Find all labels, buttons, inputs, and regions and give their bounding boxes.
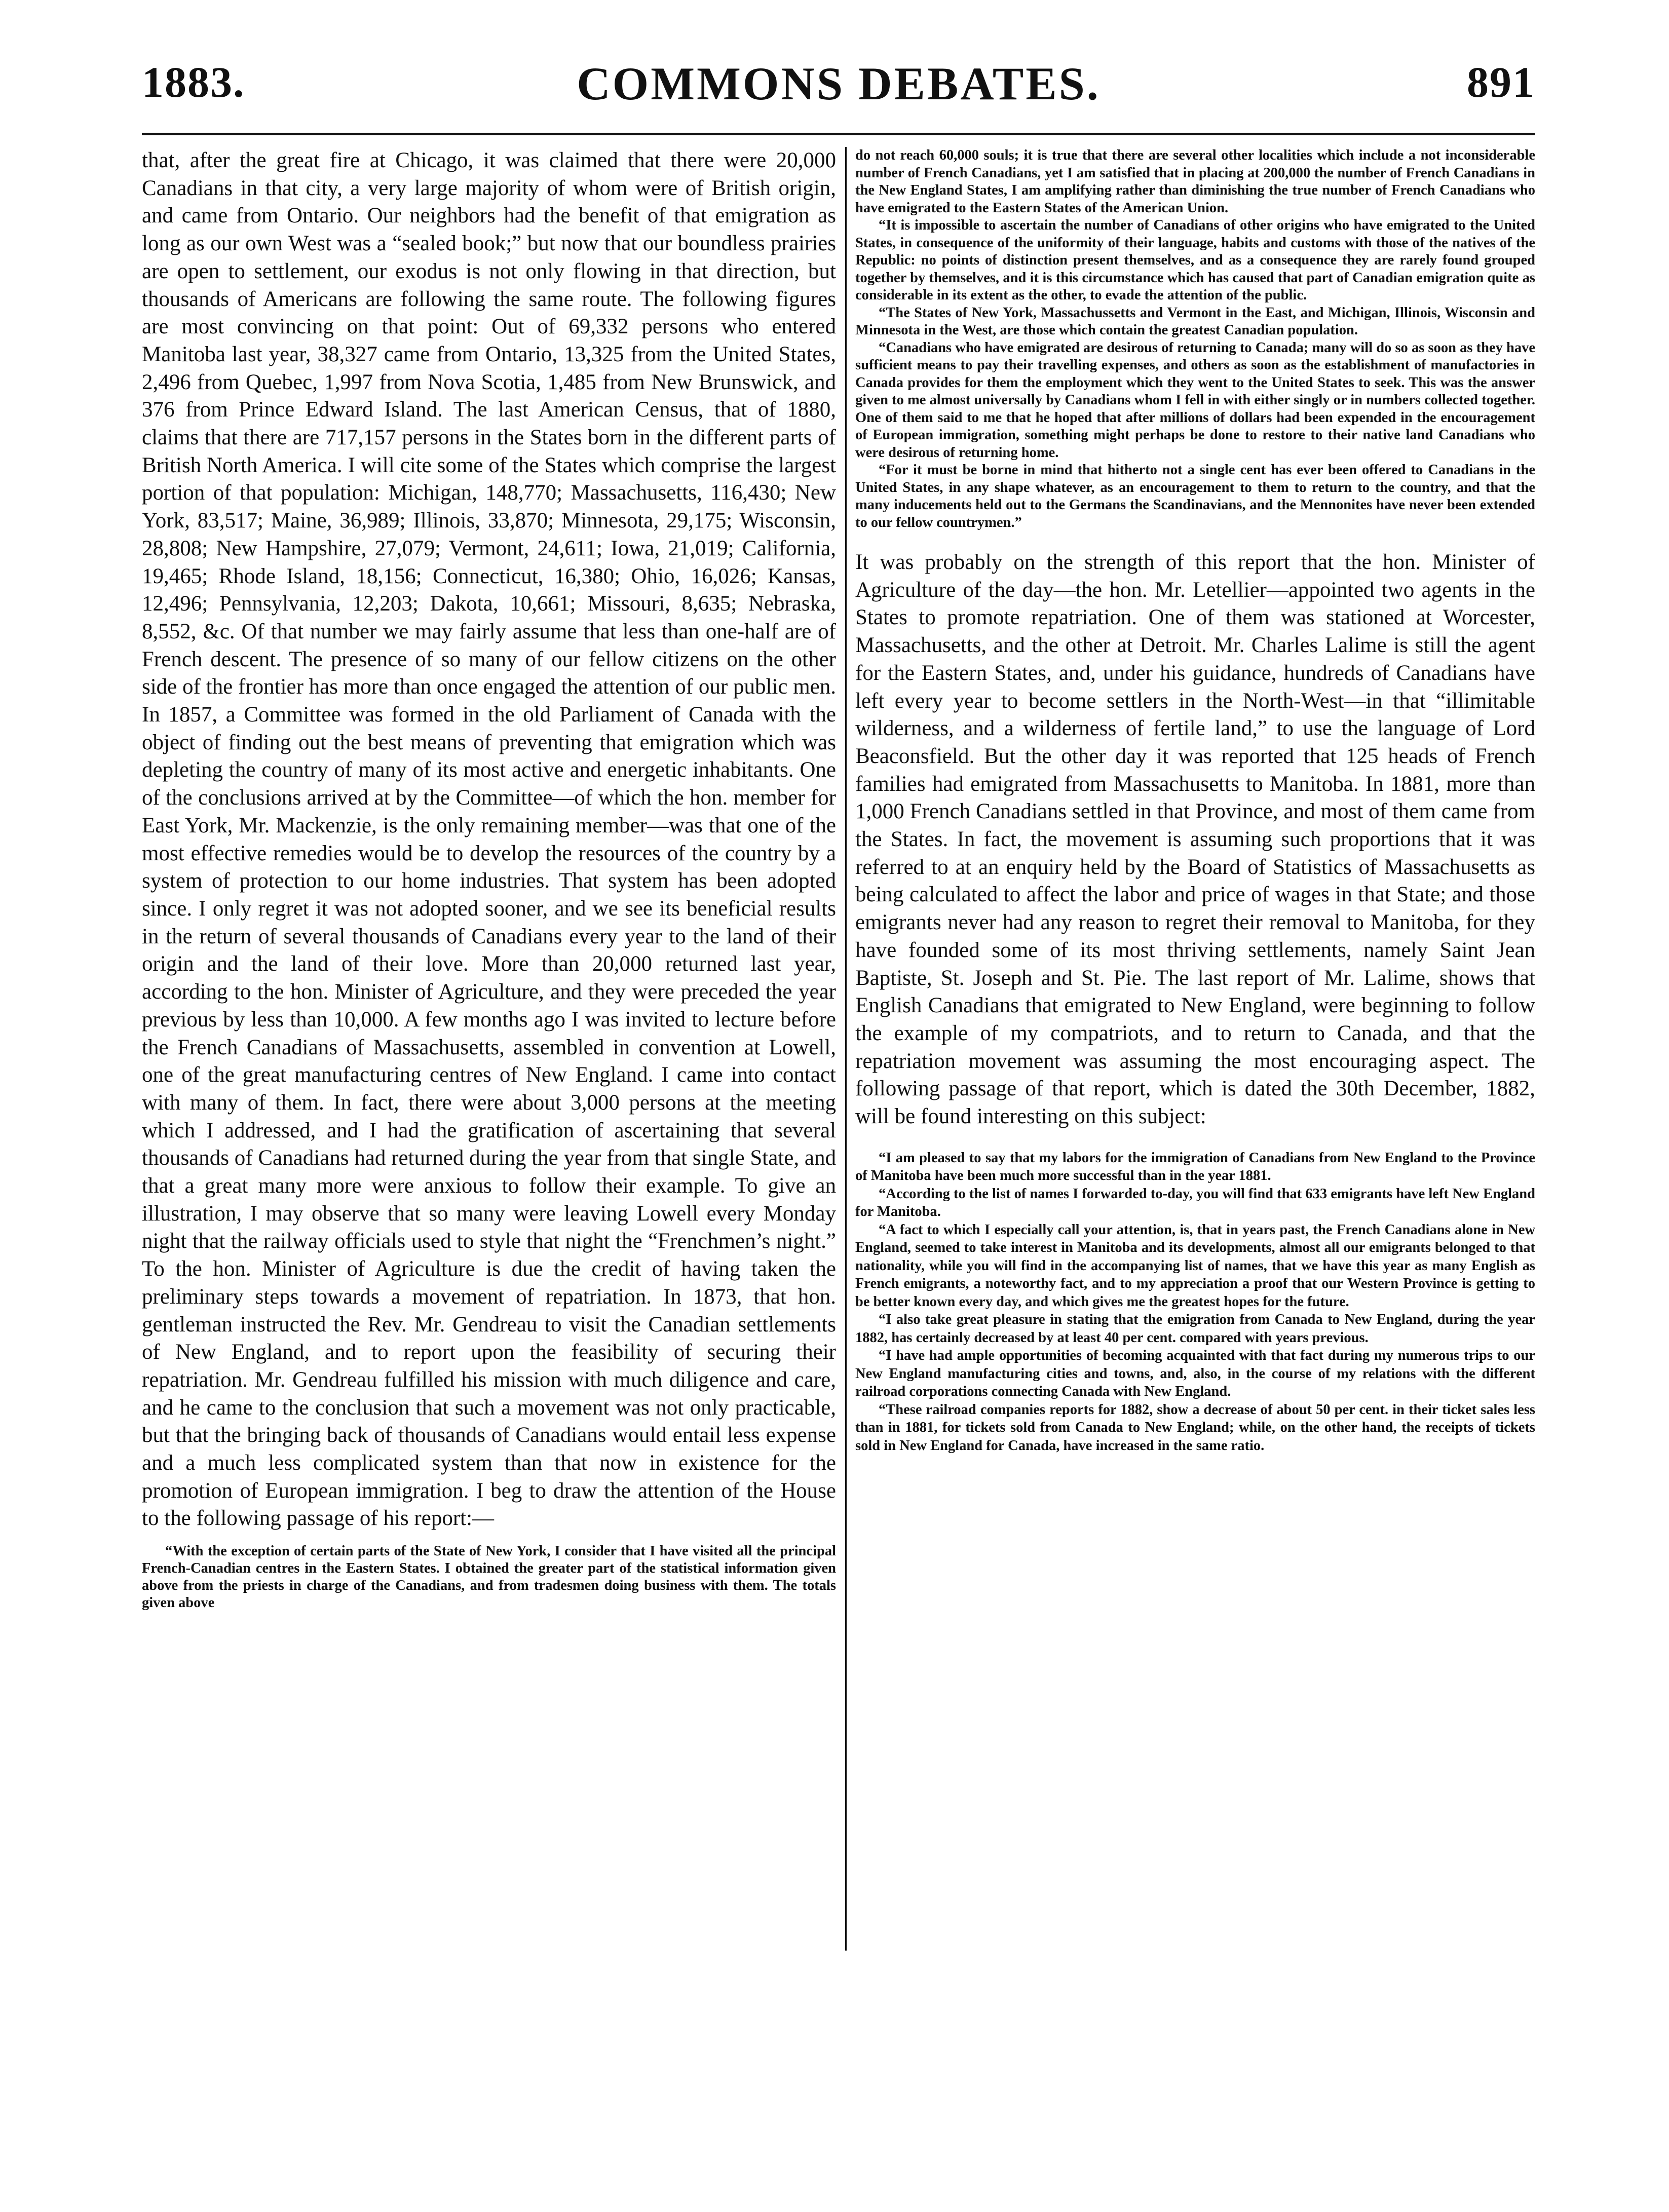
quote-paragraph: “I am pleased to say that my labors for the immigration of Canadians from New England to the Province of Manitoba have been much more successful than in the year 1881. <box>855 1150 1535 1184</box>
speech-paragraph: that, after the great fire at Chicago, it was claimed that there were 20,000 Canadians in that city, a very large majority of whom were of British origin, and came from Ontario. Our neighbors had the benefit of that emigration as long as our own West was a “sealed book;” but now that our boundless prairies are open to settlement, our exodus is not only flowing in that direction, but thousands of Americans are following the same route. The following figures are most convincing on that point: Out of 69,332 persons who entered Manitoba last year, 38,327 came from Ontario, 13,325 from the United States, 2,496 from Quebec, 1,997 from Nova Scotia, 1,485 from New Brunswick, and 376 from Prince Edward Island. The last American Census, that of 1880, claims that there are 717,157 persons in the States born in the different parts of British North America. I will cite some of the States which comprise the largest portion of that population: Michigan, 148,770; Massachusetts, 116,430; New York, 83,517; Maine, 36,989; Illinois, 33,870; Minnesota, 29,175; Wisconsin, 28,808; New Hampshire, 27,079; Vermont, 24,611; Iowa, 21,019; California, 19,465; Rhode Island, 18,156; Connecticut, 16,380; Ohio, 16,026; Kansas, 12,496; Pennsylvania, 12,203; Dakota, 10,661; Missouri, 8,635; Nebraska, 8,552, &c. Of that number we may fairly assume that less than one-half are of French descent. The presence of so many of our fellow citizens on the other side of the frontier has more than once engaged the attention of our public men. In 1857, a Committee was formed in the old Parliament of Canada with the object of finding out the best means of preventing that emigration which was depleting the country of many of its most active and energetic inhabitants. One of the conclusions arrived at by the Committee—of which the hon. member for East York, Mr. Mackenzie, is the only remaining member—was that one of the most effective remedies would be to develop the resources of the country by a system of protection to our home industries. That system has been adopted since. I only regret it was not adopted sooner, and we see its beneficial results in the return of several thousands of Canadians every year to the land of their origin and the land of their love. More than 20,000 returned last year, according to the hon. Minister of Agriculture, and they were preceded the year previous by less than 10,000. A few months ago I was invited to lecture before the French Canadians of Massachusetts, assembled in convention at Lowell, one of the great manufacturing centres of New England. I came into contact with many of them. In fact, there were about 3,000 persons at the meeting which I addressed, and I had the gratification of ascertaining that several thousands of Canadians had returned during the year from that single State, and that a great many more were anxious to follow their example. To give an illustration, I may observe that so many were leaving Lowell every Monday night that the railway officials used to style that night the “Frenchmen’s night.” To the hon. Minister of Agriculture is due the credit of having taken the preliminary steps towards a movement of repatriation. In 1873, that hon. gentleman instructed the Rev. Mr. Gendreau to visit the Canadian settlements of New England, and to report upon the feasibility of securing their repatriation. Mr. Gendreau fulfilled his mission with much diligence and care, and he came to the conclusion that such a movement was not only practicable, but that the bringing back of thousands of Canadians would entail less expense and a much less complicated system than that now in existence for the promotion of European immigration. I beg to draw the attention of the House to the following passage of his report:— <box>142 148 836 1531</box>
right-speech <box>855 549 1535 1131</box>
gendreau-report-quote-continued <box>855 147 1535 531</box>
quote-paragraph: “It is impossible to ascertain the number of Canadians of other origins who have emigrated to the United States, in consequence of the uniformity of their language, habits and customs with those of the natives of the Republic: no points of distinction present themselves, and as a consequence they are rarely found grouped together by themselves, and it is this circumstance which has caused that part of Canadian emigration quite as considerable in its extent as the other, to evade the attention of the public. <box>855 217 1535 303</box>
quote-paragraph: “According to the list of names I forwarded to-day, you will find that 633 emigrants have left New England for Manitoba. <box>855 1186 1535 1220</box>
column-divider <box>845 147 847 1951</box>
quote-paragraph: do not reach 60,000 souls; it is true that there are several other localities which include a not inconsiderable number of French Canadians, yet I am satisfied that in placing at 200,000 the number of French Canadians in the New England States, I am amplifying rather than diminishing the true number of French Canadians who have emigrated to the Eastern States of the American Union. <box>855 147 1535 216</box>
header-title: COMMONS DEBATES. <box>577 58 1101 109</box>
quote-paragraph: “I also take great pleasure in stating that the emigration from Canada to New England, during the year 1882, has certainly decreased by at least 40 per cent. compared with years previous. <box>855 1312 1535 1346</box>
quote-paragraph: “I have had ample opportunities of becoming acquainted with that fact during my numerous trips to our New England manufacturing cities and towns, and, also, in the course of my relations with the different railroad corporations connecting Canada with New England. <box>855 1348 1535 1400</box>
header-rule <box>142 133 1535 135</box>
quote-paragraph: “These railroad companies reports for 1882, show a decrease of about 50 per cent. in their ticket sales less than in 1881, for tickets sold from Canada to New England; while, on the other hand, the receipts of tickets sold in New England for Canada, have increased in the same ratio. <box>855 1401 1535 1454</box>
speech-paragraph: It was probably on the strength of this report that the hon. Minister of Agriculture of the day—the hon. Mr. Letellier—appointed two agents in the States to promote repatriation. One of them was stationed at Worcester, Massachusetts, and the other at Detroit. Mr. Charles Lalime is still the agent for the Eastern States, and, under his guidance, hundreds of Canadians have left every year to become settlers in the North-West—in that “illimitable wilderness, and a wilderness of fertile land,” to use the language of Lord Beaconsfield. But the other day it was reported that 125 heads of French families had emigrated from Massachusetts to Manitoba. In 1881, more than 1,000 French Canadians settled in that Province, and most of them came from the States. In fact, the movement is assuming such proportions that it was referred to at an enquiry held by the Board of Statistics of Massachusetts as being calculated to affect the labor and price of wages in that State; and those emigrants never had any reason to regret their removal to Manitoba, for they have founded some of its most thriving settlements, namely Saint Jean Baptiste, St. Joseph and St. Pie. The last report of Mr. Lalime, shows that English Canadians that emigrated to New England, were beginning to follow the example of my compatriots, and to return to Canada, and that the repatriation movement was assuming the most encouraging aspect. The following passage of that report, which is dated the 30th December, 1882, will be found interesting on this subject: <box>855 550 1535 1129</box>
lalime-report-quote <box>855 1149 1535 1455</box>
quote-paragraph: “For it must be borne in mind that hitherto not a single cent has ever been offered to Canadians in the United States, in any shape whatever, as an encouragement to them to return to the country, and that the many inducements held out to the Germans the Scandinavians, and the Mennonites have never been extended to our fellow countrymen.” <box>855 462 1535 530</box>
left-column <box>142 147 836 1612</box>
header-year: 1883. <box>142 58 245 106</box>
header-page-number: 891 <box>1467 58 1535 106</box>
quote-paragraph: “The States of New York, Massachussetts and Vermont in the East, and Michigan, Illinois, Wisconsin and Minnesota in the West, are those which contain the greatest Canadian population. <box>855 304 1535 338</box>
quote-paragraph: “With the exception of certain parts of the State of New York, I consider that I have visited all the principal French-Canadian centres in the Eastern States. I obtained the greater part of the statistical information given above from the priests in charge of the Canadians, and from tradesmen doing business with them. The totals given above <box>142 1543 836 1611</box>
page-header <box>142 57 1535 118</box>
quote-paragraph: “A fact to which I especially call your attention, is, that in years past, the French Canadians alone in New England, seemed to take interest in Manitoba and its developments, almost all our emigrants belonged to that nationality, while you will find in the accompanying list of names, that we have this year as many English as French emigrants, a noteworthy fact, and to my appreciation a proof that our Western Province is getting to be better known every day, and which gives me the greatest hopes for the future. <box>855 1222 1535 1310</box>
right-column <box>855 147 1535 1455</box>
gendreau-report-quote <box>142 1543 836 1612</box>
quote-paragraph: “Canadians who have emigrated are desirous of returning to Canada; many will do so as soon as they have sufficient means to pay their travelling expenses, and others as soon as the establishment of manufactories in Canada provides for them the employment which they went to the United States to seek. This was the answer given to me almost universally by Canadians whom I fell in with either singly or in numbers collected together. One of them said to me that he hoped that after millions of dollars had been expended in the encouragement of European immigration, something might perhaps be done to restore to their native land Canadians who were desirous of returning home. <box>855 339 1535 461</box>
left-speech <box>142 147 836 1533</box>
